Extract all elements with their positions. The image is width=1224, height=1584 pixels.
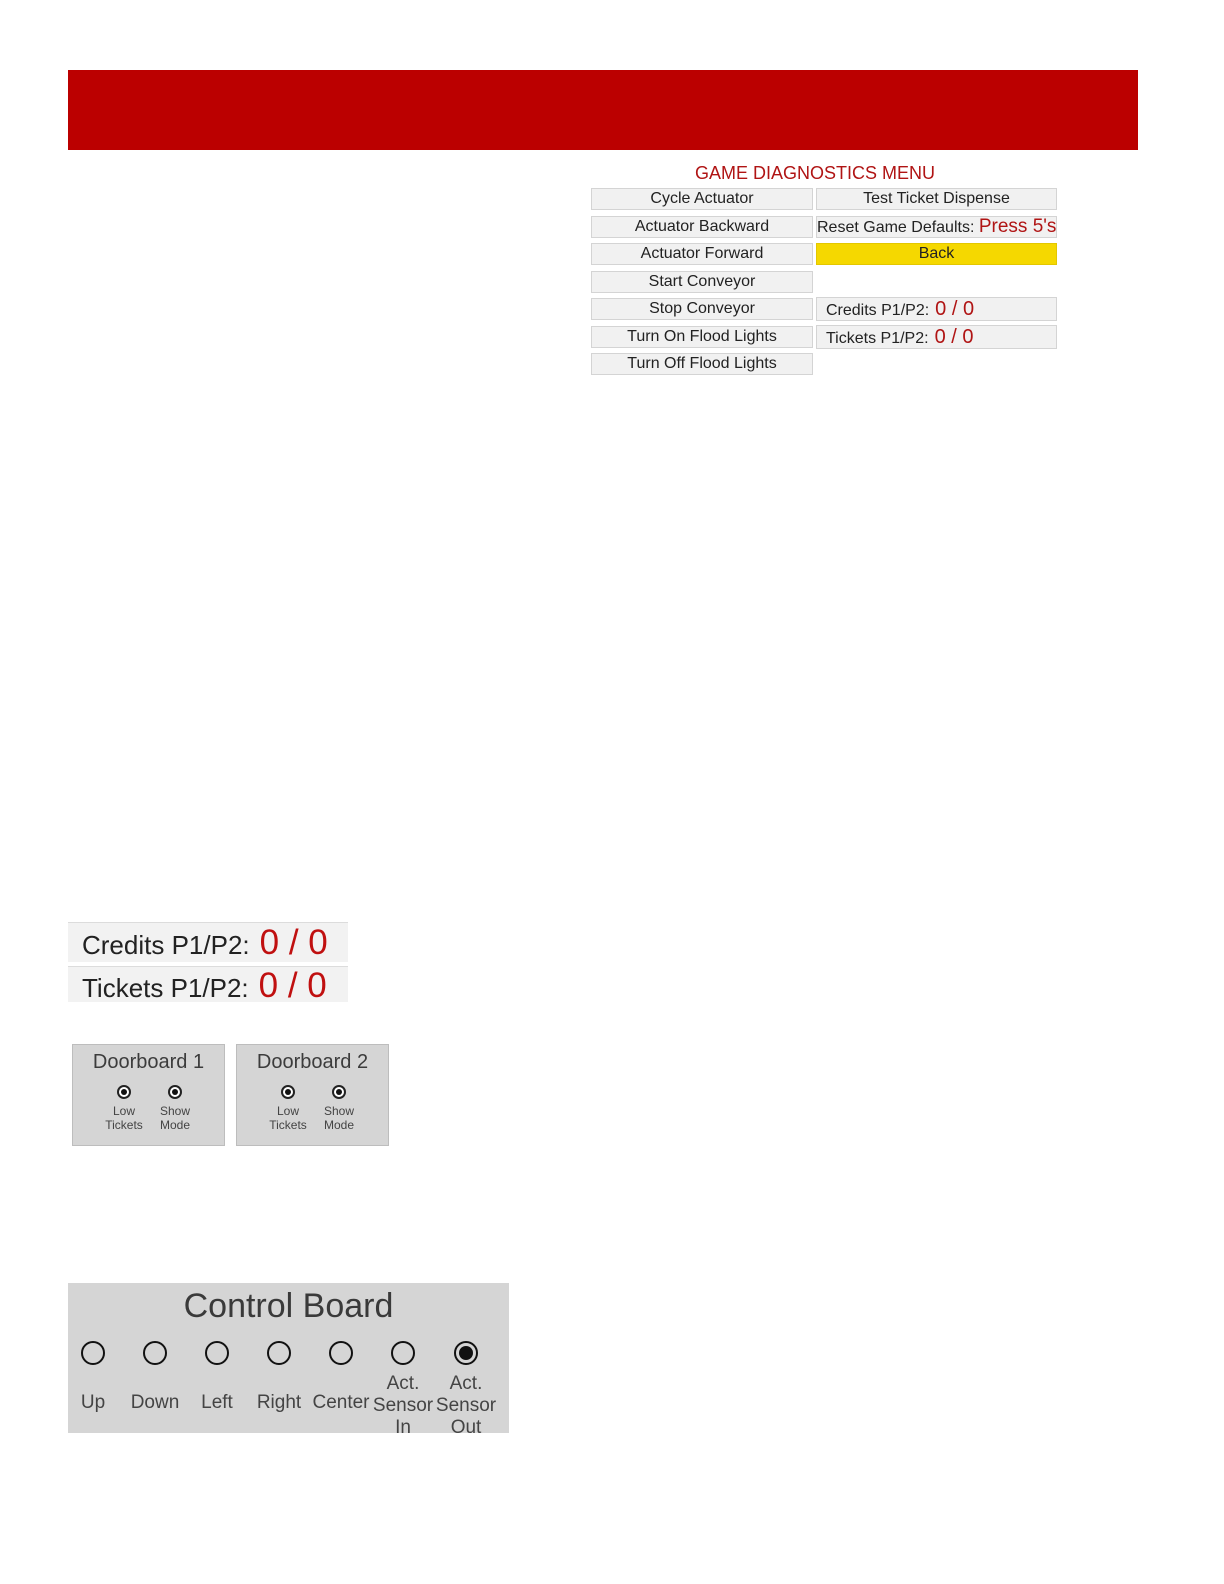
low-tickets-led-icon (117, 1085, 131, 1099)
credits-counter-label: Credits P1/P2: (82, 930, 250, 960)
credits-counter-value: 0 / 0 (259, 923, 328, 962)
low-tickets-label: Low Tickets (105, 1104, 143, 1132)
cycle-actuator-button[interactable]: Cycle Actuator (591, 188, 813, 210)
down-label: Down (130, 1392, 180, 1413)
menu-tickets-readout (816, 325, 1057, 349)
tickets-counter-label: Tickets P1/P2: (82, 973, 249, 1003)
show-mode-led-icon (332, 1085, 346, 1099)
reset-game-defaults-button[interactable] (816, 216, 1057, 238)
act-sensor-in-label: Act. Sensor In (372, 1373, 434, 1433)
doorboard-2-title: Doorboard 2 (256, 1051, 369, 1073)
credits-value: 0 / 0 (935, 298, 975, 320)
center-label: Center (312, 1392, 370, 1413)
flood-lights-off-button[interactable]: Turn Off Flood Lights (591, 353, 813, 375)
control-board-title: Control Board (183, 1287, 394, 1325)
act-sensor-in-led-icon (391, 1341, 415, 1365)
test-ticket-dispense-button[interactable]: Test Ticket Dispense (816, 188, 1057, 210)
show-mode-label: Show Mode (323, 1104, 355, 1132)
menu-title: GAME DIAGNOSTICS MENU (694, 163, 936, 183)
show-mode-label: Show Mode (159, 1104, 191, 1132)
reset-label: Reset Game Defaults: (817, 219, 975, 236)
stop-conveyor-button[interactable]: Stop Conveyor (591, 298, 813, 320)
up-label: Up (80, 1392, 106, 1413)
act-sensor-out-label: Act. Sensor Out (435, 1373, 497, 1433)
header-banner (68, 70, 1138, 150)
actuator-backward-button[interactable]: Actuator Backward (591, 216, 813, 238)
doorboard-2-panel (236, 1044, 389, 1146)
up-led-icon (81, 1341, 105, 1365)
show-mode-led-icon (168, 1085, 182, 1099)
credits-counter (68, 922, 348, 962)
actuator-forward-button[interactable]: Actuator Forward (591, 243, 813, 265)
start-conveyor-button[interactable]: Start Conveyor (591, 271, 813, 293)
tickets-value: 0 / 0 (934, 326, 974, 348)
left-label: Left (201, 1392, 233, 1413)
tickets-label: Tickets P1/P2: (826, 330, 929, 347)
menu-credits-readout (816, 297, 1057, 321)
doorboard-1-title: Doorboard 1 (92, 1051, 205, 1073)
left-led-icon (205, 1341, 229, 1365)
right-label: Right (256, 1392, 302, 1413)
control-board-panel (68, 1283, 509, 1433)
right-led-icon (267, 1341, 291, 1365)
low-tickets-led-icon (281, 1085, 295, 1099)
tickets-counter-value: 0 / 0 (258, 966, 327, 1005)
reset-hint: Press 5's (978, 216, 1057, 237)
tickets-counter (68, 966, 348, 1005)
back-button[interactable]: Back (816, 243, 1057, 265)
center-led-icon (329, 1341, 353, 1365)
credits-label: Credits P1/P2: (826, 302, 930, 319)
down-led-icon (143, 1341, 167, 1365)
low-tickets-label: Low Tickets (269, 1104, 307, 1132)
doorboard-1-panel (72, 1044, 225, 1146)
act-sensor-out-led-icon (454, 1341, 478, 1365)
flood-lights-on-button[interactable]: Turn On Flood Lights (591, 326, 813, 348)
